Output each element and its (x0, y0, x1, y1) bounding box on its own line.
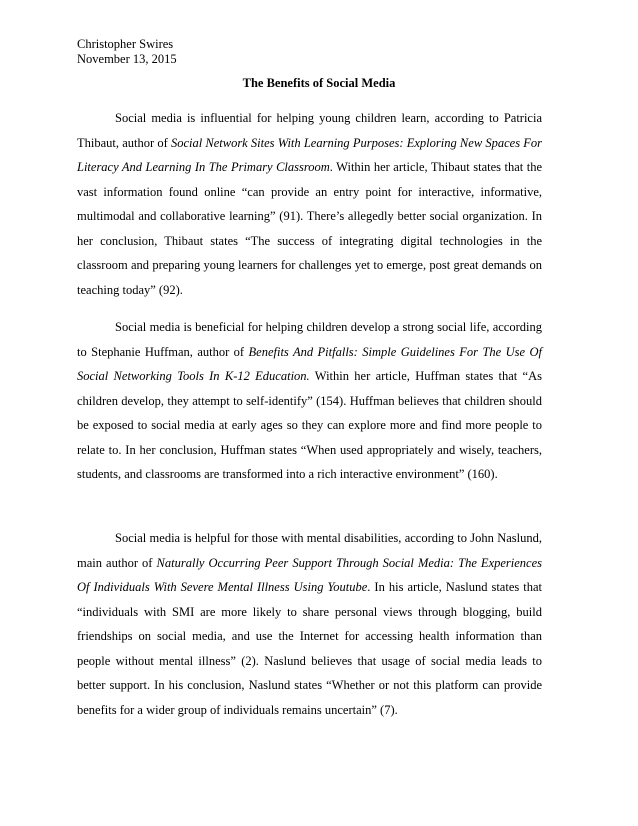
document-title: The Benefits of Social Media (242, 76, 396, 90)
paragraph-3-text-before: Social media is helpful for those with mental disabilities, according to John Naslund, main author of (77, 531, 542, 570)
paragraph-2-source-title: Benefits And Pitfalls: Simple Guidelines For The Use Of Social Networking Tools In K-12 Education. (77, 344, 542, 383)
paragraph-1-text-after: . Within her article, Thibaut states that the vast information found online “can provide an entry point for interactive, informative, multimodal and collaborative learning” (91). There’s allegedly better social organization. In her conclusion, Thibaut states “The success of integrating digital technologies in the classroom and preparing young learners for challenges yet to emerge, post great demands on teaching today” (92). (77, 160, 542, 297)
paragraph-2 (77, 315, 542, 487)
paragraph-2-text-after: Within her article, Huffman states that “As children develop, they attempt to self-identify” (154). Huffman believes that children should be exposed to social media at early ages so they can explore more and find more people to relate to. In her conclusion, Huffman states “When used appropriately and wisely, teachers, students, and classrooms are transformed into a rich interactive environment” (160). (77, 369, 543, 481)
author-name: Christopher Swires (77, 37, 174, 51)
paragraph-1-text-before: Social media is influential for helping young children learn, according to Patricia Thibaut, author of (77, 111, 542, 150)
paragraph-3 (77, 526, 542, 722)
paragraph-1-source-title: Social Network Sites With Learning Purposes: Exploring New Spaces For Literacy And Learning In The Primary Classroom (77, 135, 542, 174)
document-date: November 13, 2015 (77, 52, 177, 66)
paragraph-3-text-after: . In his article, Naslund states that “individuals with SMI are more likely to share personal views through blogging, build friendships on social media, and use the Internet for accessing health information than people without mental illness” (2). Naslund believes that usage of social media leads to better support. In his conclusion, Naslund states “Whether or not this platform can provide benefits for a wider group of individuals remains uncertain” (7). (77, 580, 542, 717)
paragraph-2-text-before: Social media is beneficial for helping children develop a strong social life, according to Stephanie Huffman, author of (77, 320, 542, 359)
paragraph-1 (77, 106, 542, 302)
paragraph-3-source-title: Naturally Occurring Peer Support Through Social Media: The Experiences Of Individuals With Severe Mental Illness Using Youtube (77, 555, 543, 594)
